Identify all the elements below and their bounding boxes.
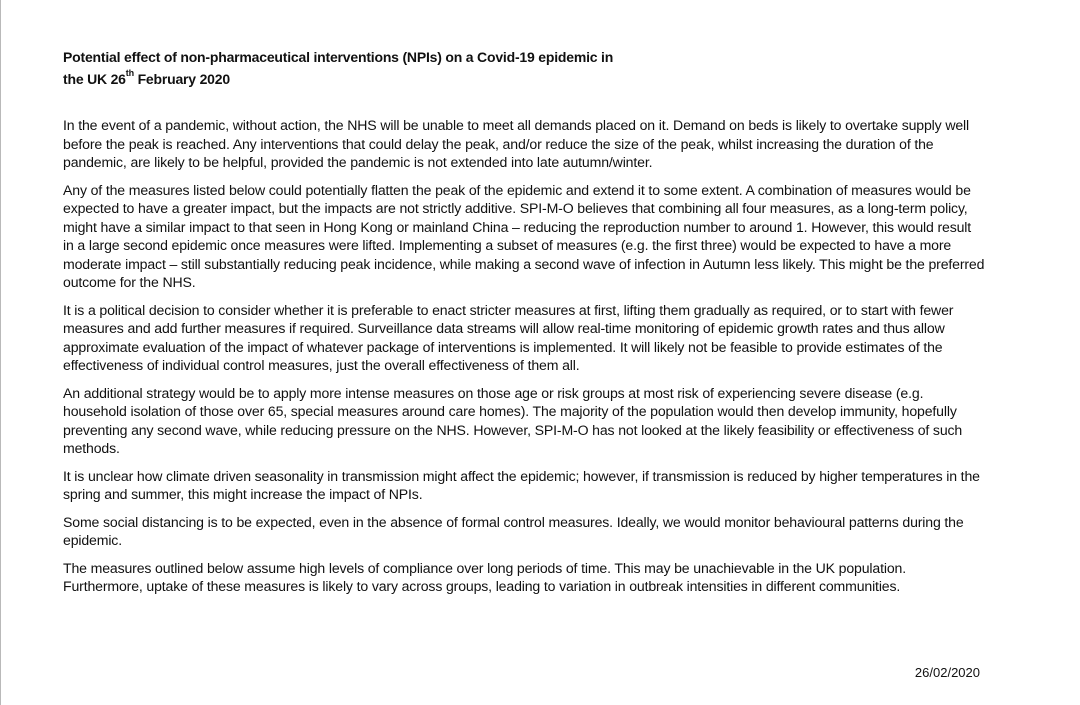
- paragraph-4: An additional strategy would be to apply more intense measures on those age or risk groups at most risk of experiencing severe disease (e.g. household isolation of those over 65, special measures around care homes). The majority of the population would then develop immunity, hopefully preventing any second wave, while reducing pressure on the NHS. However, SPI-M-O has not looked at the likely feasibility or effectiveness of such methods.: [63, 384, 963, 456]
- footer-date: 26/02/2020: [914, 665, 980, 680]
- paragraph-2: Any of the measures listed below could potentially flatten the peak of the epidemic and extend it to some extent. A combination of measures would be expected to have a greater impact, but the impacts are not strictly additive. SPI-M-O believes that combining all four measures, as a long-term policy, might have a similar impact to that seen in Hong Kong or mainland China – reducing the reproduction number to around 1. However, this would result in a large second epidemic once measures were lifted. Implementing a subset of measures (e.g. the first three) would be expected to have a more moderate impact – still substantially reducing peak incidence, while making a second wave of infection in Autumn less likely. This might be the preferred outcome for the NHS.: [63, 181, 985, 290]
- title-ordinal-suffix: th: [125, 68, 134, 78]
- document-body: [63, 116, 985, 605]
- paragraph-7: The measures outlined below assume high levels of compliance over long periods of time. This may be unachievable in the UK population. Furthermore, uptake of these measures is likely to vary across groups, leading to variation in outbreak intensities in different communities.: [63, 559, 906, 594]
- paragraph-6: Some social distancing is to be expected, even in the absence of formal control measures. Ideally, we would monitor behavioural patterns during the epidemic.: [63, 513, 964, 548]
- document-title: [63, 46, 1023, 90]
- title-date-text: February 2020: [133, 71, 230, 87]
- paragraph-3: It is a political decision to consider whether it is preferable to enact stricter measures at first, lifting them gradually as required, or to start with fewer measures and add further measures if required. Surveillance data streams will allow real-time monitoring of epidemic growth rates and thus allow approximate evaluation of the impact of whatever package of interventions is implemented. It will likely not be feasible to provide estimates of the effectiveness of individual control measures, just the overall effectiveness of them all.: [63, 301, 954, 373]
- paragraph-5: It is unclear how climate driven seasonality in transmission might affect the epidemic; however, if transmission is reduced by higher temperatures in the spring and summer, this might increase the impact of NPIs.: [63, 467, 980, 502]
- title-text: the UK 26: [63, 71, 126, 87]
- title-line-1: Potential effect of non-pharmaceutical interventions (NPIs) on a Covid-19 epidemic in: [63, 49, 614, 65]
- paragraph-1: In the event of a pandemic, without action, the NHS will be unable to meet all demands placed on it. Demand on beds is likely to overtake supply well before the peak is reached. Any interventions that could delay the peak, and/or reduce the size of the peak, whilst increasing the duration of the pandemic, are likely to be helpful, provided the pandemic is not extended into late autumn/winter.: [63, 117, 970, 170]
- title-line-2: [63, 68, 1023, 90]
